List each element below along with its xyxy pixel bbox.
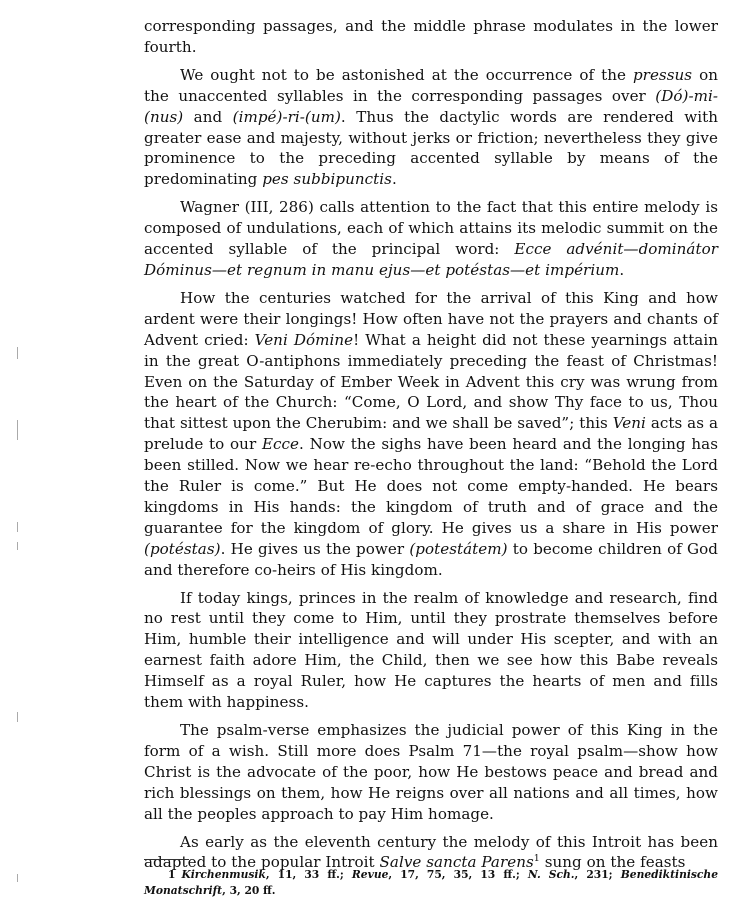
italic-text: Veni Dómine bbox=[254, 330, 354, 349]
margin-mark bbox=[17, 874, 18, 882]
paragraph: As early as the eleventh century the melody of this Introit has been adapted to the popular Introit Salve sancta Parens$^1$ sung on the feasts bbox=[144, 832, 718, 872]
italic-text: Ecce bbox=[261, 435, 300, 454]
margin-mark bbox=[17, 522, 18, 532]
paragraph: The psalm-verse emphasizes the judicial power of this King in the form of a wish. Still more does Psalm 71—the royal psalm—show how Christ is the advocate of the poor, how He bestows peace and bread and rich blessings on them, how He reigns over all nations and all times, how all the peoples approach to pay Him homage. bbox=[144, 721, 718, 823]
italic-text: Kirchenmusik bbox=[181, 868, 266, 881]
paragraph: If today kings, princes in the realm of knowledge and research, find no rest until they come to Him, until they prostrate themselves before Him, humble their intelligence and will under His scepter, and with an earnest faith adore Him, the Child, then we see how this Babe reveals Himself as a royal Ruler, how He captures the hearts of men and fills them with happiness. bbox=[144, 588, 718, 712]
paragraph: We ought not to be astonished at the occurrence of the pressus on the unaccented syllables in the corresponding passages over (Dó)-mi-(nus) and (impé)-ri-(um). Thus the dactylic words are rendered with greater ease and majesty, without jerks or friction; nevertheless they give prominence to the preceding accented syllable by means of the predominating pes subbipunctis. bbox=[144, 65, 719, 189]
italic-text: Veni bbox=[612, 414, 646, 433]
paragraph: How the centuries watched for the arrival of this King and how ardent were their longings! How often have not the prayers and chants of Advent cried: Veni Dómine! What a height did not these yearnings attain in the great O-antiphons immediately preceding the feast of Christmas! Even on the Saturday of Ember Week in Advent this cry was wrung from the heart of the Church: “Come, O Lord, and show Thy face to us, Thou that sittest upon the Cherubim: and we shall be saved”; this Veni acts as a prelude to our Ecce. Now the sighs have been heard and the longing has been stilled. Now we hear re-echo throughout the land: “Behold the Lord the Ruler is come.” But He does not come empty-handed. He bears kingdoms in His hands: the kingdom of truth and of grace and the guarantee for the kingdom of glory. He gives us a share in His power (potéstas). He gives us the power (potestátem) to become children of God and therefore co-heirs of His kingdom. bbox=[144, 288, 719, 579]
italic-text: (Dó)-mi-(nus) bbox=[144, 86, 718, 126]
paragraph: corresponding passages, and the middle phrase modulates in the lower fourth. bbox=[144, 17, 718, 56]
italic-text: Ecce advénit—dominátor Dóminus—et regnum in manu ejus—et potéstas—et impérium bbox=[144, 240, 719, 279]
italic-text: (potéstas) bbox=[144, 539, 221, 558]
footnote-text: Kirchenmusik, 11, 33 ff.; Revue, 17, 75, 35, 13 ff.; N. Sch., 231; Benediktinische Monatschrift, 3, 20 ff. bbox=[144, 868, 718, 897]
footnote-reference: 1 bbox=[533, 853, 540, 865]
italic-text: Benediktinische Monatschrift bbox=[144, 868, 718, 897]
italic-text: N. Sch. bbox=[527, 868, 575, 881]
footnote-divider bbox=[144, 859, 189, 860]
footnote bbox=[144, 867, 718, 899]
italic-text: pes subbipunctis bbox=[262, 170, 392, 189]
page-body bbox=[144, 16, 718, 880]
margin-mark bbox=[17, 542, 18, 550]
italic-text: (potestátem) bbox=[409, 539, 508, 558]
italic-text: Salve sancta Parens bbox=[379, 853, 534, 872]
italic-text: (impé)-ri-(um) bbox=[232, 107, 341, 126]
paragraph: Wagner (III, 286) calls attention to the fact that this entire melody is composed of undulations, each of which attains its melodic summit on the accented syllable of the principal word: Ecce advénit—dominátor Dóminus—et regnum in manu ejus—et potéstas—et impérium. bbox=[144, 198, 719, 279]
margin-mark bbox=[17, 420, 18, 440]
italic-text: Revue bbox=[351, 868, 389, 881]
margin-mark bbox=[17, 347, 18, 359]
italic-text: pressus bbox=[632, 65, 693, 84]
margin-mark bbox=[17, 712, 18, 722]
footnote-number: 1 bbox=[168, 868, 176, 881]
